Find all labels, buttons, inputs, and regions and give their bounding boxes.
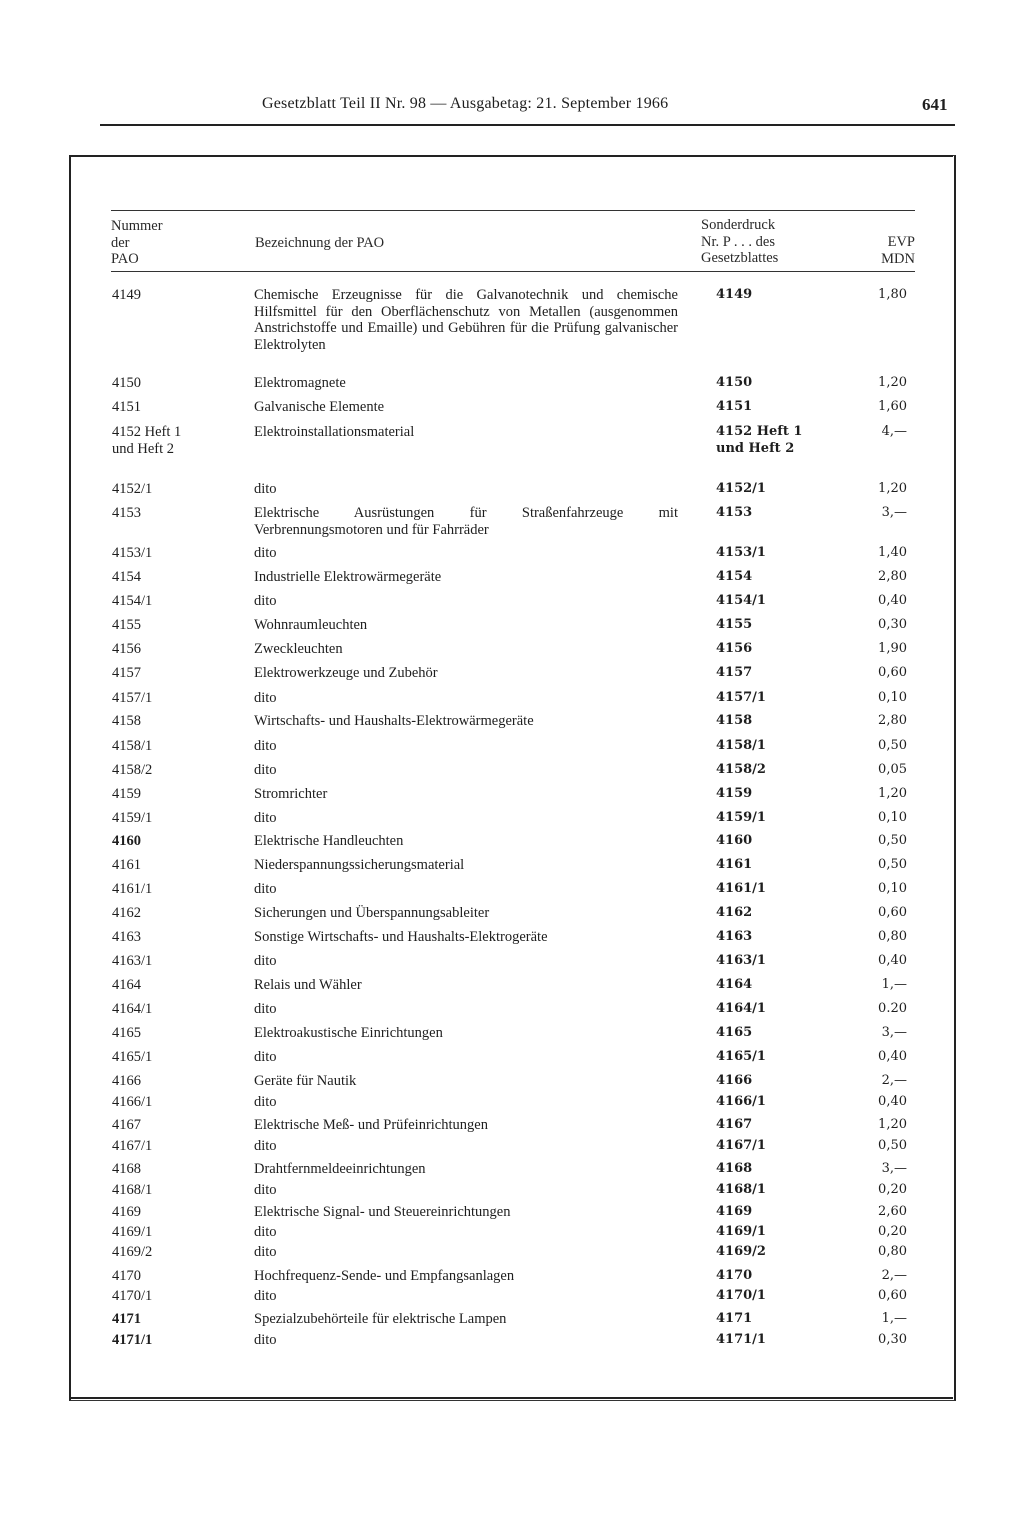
row-description: dito (254, 545, 277, 561)
row-description: dito (254, 881, 277, 897)
row-evp: 0,40 (878, 953, 907, 968)
row-number: 4161 (112, 857, 141, 873)
row-number: 4167 (112, 1117, 141, 1133)
row-evp: 0,30 (878, 617, 907, 632)
row-description: dito (254, 1332, 277, 1348)
row-sonderdruck: 4169 (716, 1204, 753, 1219)
row-evp: 1,40 (878, 545, 907, 560)
row-evp: 0,60 (878, 665, 907, 680)
row-description: dito (254, 481, 277, 497)
row-number: 4170/1 (112, 1288, 153, 1304)
row-description: Elektrische Signal- und Steuereinrichtungen (254, 1204, 511, 1220)
row-description: dito (254, 1138, 277, 1154)
row-sonderdruck: 4165/1 (716, 1049, 766, 1064)
row-evp: 1,20 (878, 375, 907, 390)
row-sonderdruck: 4157/1 (716, 690, 766, 705)
row-description: Elektrische Ausrüstungen für Straßenfahrzeuge mit Verbrennungsmotoren und für Fahrräder (254, 505, 678, 538)
row-sonderdruck: 4151 (716, 399, 753, 414)
row-number: 4158 (112, 713, 141, 729)
row-sonderdruck: 4154 (716, 569, 753, 584)
row-description: dito (254, 690, 277, 706)
row-evp: 1,20 (878, 481, 907, 496)
col-header-nummer-line: Nummer (111, 218, 163, 234)
row-sonderdruck: 4167/1 (716, 1138, 766, 1153)
row-sonderdruck: 4170/1 (716, 1288, 766, 1303)
row-evp: 0,50 (878, 738, 907, 753)
row-sonderdruck: 4154/1 (716, 593, 766, 608)
row-number: 4168 (112, 1161, 141, 1177)
row-evp: 0,50 (878, 857, 907, 872)
row-description: Elektrische Handleuchten (254, 833, 404, 849)
row-evp: 0,40 (878, 1094, 907, 1109)
row-evp: 2,80 (878, 569, 907, 584)
row-sonderdruck: 4157 (716, 665, 753, 680)
row-evp: 0,10 (878, 881, 907, 896)
row-description: Geräte für Nautik (254, 1073, 357, 1089)
row-sonderdruck: 4164/1 (716, 1001, 766, 1016)
row-sonderdruck: 4168 (716, 1161, 753, 1176)
row-sonderdruck: 4159 (716, 786, 753, 801)
col-header-sonderdruck-line: Nr. P . . . des (701, 233, 775, 250)
row-description: dito (254, 738, 277, 754)
row-description: Relais und Wähler (254, 977, 362, 993)
row-sonderdruck: 4158 (716, 713, 753, 728)
row-sonderdruck: 4150 (716, 375, 753, 390)
row-sonderdruck: 4155 (716, 617, 753, 632)
header-rule (100, 124, 955, 126)
page-number: 641 (922, 95, 948, 114)
row-number: 4165 (112, 1025, 141, 1041)
row-sonderdruck: 4171/1 (716, 1332, 766, 1347)
row-evp: 0,60 (878, 905, 907, 920)
row-number: 4158/2 (112, 762, 153, 778)
col-header-evp-line: EVP (887, 234, 915, 250)
row-number: 4151 (112, 399, 141, 415)
row-evp: 0,10 (878, 690, 907, 705)
row-number: 4152 Heft 1 und Heft 2 (112, 424, 182, 457)
row-number: 4155 (112, 617, 141, 633)
row-evp: 0,40 (878, 593, 907, 608)
row-number: 4157/1 (112, 690, 153, 706)
row-number: 4170 (112, 1268, 141, 1284)
row-number: 4166/1 (112, 1094, 153, 1110)
row-description: dito (254, 593, 277, 609)
row-sonderdruck: 4165 (716, 1025, 753, 1040)
col-header-nummer-line: PAO (111, 251, 139, 267)
row-description: Industrielle Elektrowärmegeräte (254, 569, 442, 585)
row-evp: 0,05 (878, 762, 907, 777)
row-number: 4160 (112, 833, 141, 849)
row-description: Wohnraumleuchten (254, 617, 368, 633)
row-description: Drahtfernmeldeeinrichtungen (254, 1161, 426, 1177)
row-number: 4154/1 (112, 593, 153, 609)
row-number: 4159/1 (112, 810, 153, 826)
row-sonderdruck: 4159/1 (716, 810, 766, 825)
row-sonderdruck: 4167 (716, 1117, 753, 1132)
row-evp: 0,40 (878, 1049, 907, 1064)
row-evp: 0,80 (878, 929, 907, 944)
row-sonderdruck: 4166/1 (716, 1094, 766, 1109)
row-evp: 1,90 (878, 641, 907, 656)
header-title: Gesetzblatt Teil II Nr. 98 — Ausgabetag: 21. September 1966 (262, 95, 669, 112)
table-header-rule (111, 271, 915, 272)
col-header-sonderdruck (701, 217, 778, 267)
row-number: 4163/1 (112, 953, 153, 969)
col-header-evp (870, 234, 915, 267)
row-evp: 0,20 (878, 1224, 907, 1239)
row-number: 4171/1 (112, 1332, 153, 1348)
row-evp: 3,— (881, 1025, 907, 1040)
row-sonderdruck: 4163/1 (716, 953, 766, 968)
row-number: 4157 (112, 665, 141, 681)
row-evp: 0,50 (878, 833, 907, 848)
row-description: dito (254, 1224, 277, 1240)
row-evp: 4,— (881, 424, 907, 439)
row-sonderdruck: 4158/1 (716, 738, 766, 753)
row-description: dito (254, 1244, 277, 1260)
row-description: Elektrische Meß- und Prüfeinrichtungen (254, 1117, 488, 1133)
row-number: 4154 (112, 569, 141, 585)
row-sonderdruck: 4153/1 (716, 545, 766, 560)
row-sonderdruck: 4161 (716, 857, 753, 872)
row-description: dito (254, 1001, 277, 1017)
row-evp: 1,80 (878, 287, 907, 302)
row-description: dito (254, 1182, 277, 1198)
row-number: 4169 (112, 1204, 141, 1220)
row-sonderdruck: 4162 (716, 905, 753, 920)
row-description: dito (254, 810, 277, 826)
row-sonderdruck: 4166 (716, 1073, 753, 1088)
row-evp: 0,50 (878, 1138, 907, 1153)
row-evp: 2,60 (878, 1204, 907, 1219)
row-description: Stromrichter (254, 786, 328, 802)
row-number: 4161/1 (112, 881, 153, 897)
row-sonderdruck: 4169/2 (716, 1244, 766, 1259)
row-number: 4149 (112, 287, 141, 303)
row-number: 4163 (112, 929, 141, 945)
row-sonderdruck: 4163 (716, 929, 753, 944)
row-sonderdruck: 4169/1 (716, 1224, 766, 1239)
row-sonderdruck: 4160 (716, 833, 753, 848)
row-description: Elektroinstallationsmaterial (254, 424, 415, 440)
row-description: Galvanische Elemente (254, 399, 385, 415)
row-description: Niederspannungssicherungsmaterial (254, 857, 465, 873)
table-top-rule (111, 210, 915, 211)
row-sonderdruck: 4170 (716, 1268, 753, 1283)
row-number: 4153/1 (112, 545, 153, 561)
row-number: 4159 (112, 786, 141, 802)
col-header-evp-line: MDN (881, 250, 915, 267)
row-evp: 0,30 (878, 1332, 907, 1347)
row-number: 4166 (112, 1073, 141, 1089)
col-header-sonderdruck-line: Sonderdruck (701, 217, 776, 233)
row-description: dito (254, 762, 277, 778)
row-number: 4156 (112, 641, 141, 657)
row-evp: 1,60 (878, 399, 907, 414)
row-sonderdruck: 4152/1 (716, 481, 766, 496)
row-number: 4162 (112, 905, 141, 921)
row-number: 4169/2 (112, 1244, 153, 1260)
row-sonderdruck: 4171 (716, 1311, 753, 1326)
row-description: Chemische Erzeugnisse für die Galvanotechnik und chemische Hilfsmittel für den Oberflächenschutz von Metallen (ausgenommen Anstrichstoffe und Emaille) und Gebühren für die Prüfung galvanischer Elektrolyten (254, 287, 678, 353)
row-number: 4171 (112, 1311, 141, 1327)
row-evp: 1,20 (878, 1117, 907, 1132)
row-evp: 2,— (881, 1268, 907, 1283)
row-description: dito (254, 1094, 277, 1110)
row-description: dito (254, 1288, 277, 1304)
row-description: Elektroakustische Einrichtungen (254, 1025, 443, 1041)
page-header (0, 0, 1024, 130)
row-description: dito (254, 953, 277, 969)
frame-bottom-rule (69, 1397, 953, 1399)
row-evp: 0,80 (878, 1244, 907, 1259)
row-description: dito (254, 1049, 277, 1065)
row-evp: 0,20 (878, 1182, 907, 1197)
row-evp: 2,80 (878, 713, 907, 728)
row-evp: 3,— (881, 1161, 907, 1176)
row-description: Hochfrequenz-Sende- und Empfangsanlagen (254, 1268, 515, 1284)
row-sonderdruck: 4164 (716, 977, 753, 992)
row-number: 4169/1 (112, 1224, 153, 1240)
col-header-bezeichnung: Bezeichnung der PAO (255, 235, 385, 251)
row-sonderdruck: 4152 Heft 1 und Heft 2 (716, 424, 803, 456)
row-evp: 0.20 (878, 1001, 907, 1016)
row-sonderdruck: 4158/2 (716, 762, 766, 777)
col-header-nummer (111, 218, 163, 268)
row-evp: 0,60 (878, 1288, 907, 1303)
row-number: 4164/1 (112, 1001, 153, 1017)
row-number: 4152/1 (112, 481, 153, 497)
col-header-sonderdruck-line: Gesetzblattes (701, 250, 779, 266)
row-number: 4168/1 (112, 1182, 153, 1198)
row-description: Sicherungen und Überspannungsableiter (254, 905, 490, 921)
row-evp: 1,20 (878, 786, 907, 801)
row-evp: 1,— (881, 1311, 907, 1326)
row-description: Wirtschafts- und Haushalts-Elektrowärmegeräte (254, 713, 534, 729)
frame-top-rule (69, 155, 953, 157)
row-evp: 2,— (881, 1073, 907, 1088)
row-description: Sonstige Wirtschafts- und Haushalts-Elektrogeräte (254, 929, 548, 945)
row-sonderdruck: 4153 (716, 505, 753, 520)
row-number: 4167/1 (112, 1138, 153, 1154)
row-sonderdruck: 4156 (716, 641, 753, 656)
row-number: 4153 (112, 505, 141, 521)
row-sonderdruck: 4149 (716, 287, 753, 302)
row-evp: 3,— (881, 505, 907, 520)
col-header-nummer-line: der (111, 234, 130, 251)
row-sonderdruck: 4161/1 (716, 881, 766, 896)
row-number: 4164 (112, 977, 141, 993)
row-description: Zweckleuchten (254, 641, 343, 657)
row-description: Spezialzubehörteile für elektrische Lampen (254, 1311, 507, 1327)
row-number: 4158/1 (112, 738, 153, 754)
row-number: 4165/1 (112, 1049, 153, 1065)
row-number: 4150 (112, 375, 141, 391)
row-description: Elektrowerkzeuge und Zubehör (254, 665, 438, 681)
row-evp: 0,10 (878, 810, 907, 825)
row-evp: 1,— (881, 977, 907, 992)
row-sonderdruck: 4168/1 (716, 1182, 766, 1197)
row-description: Elektromagnete (254, 375, 346, 391)
